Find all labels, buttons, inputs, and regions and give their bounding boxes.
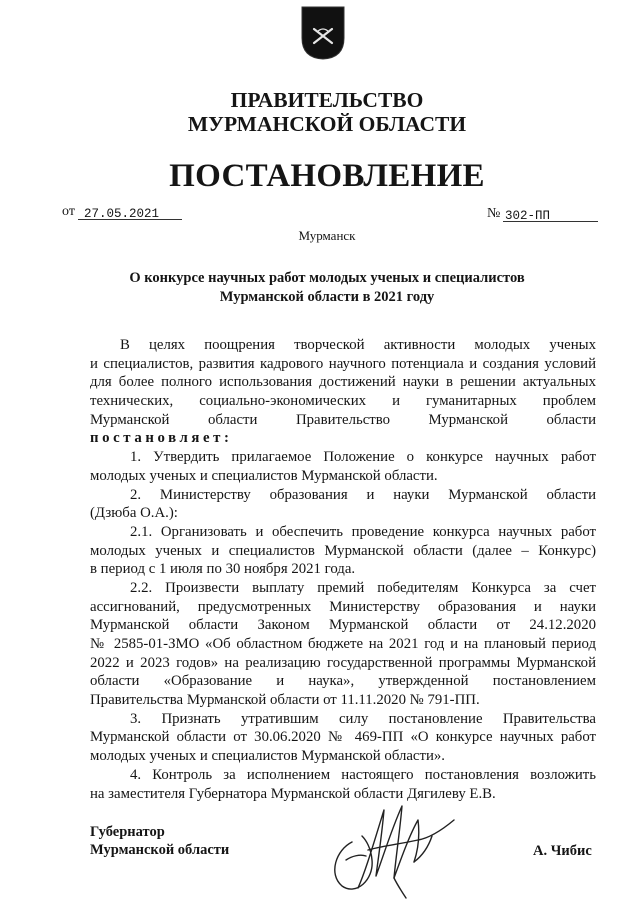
document-date: 27.05.2021 xyxy=(84,207,160,221)
paragraph-line: области «Образование и наука», утвержденной постановлением xyxy=(90,673,596,690)
signatory-position-line-1: Губернатор xyxy=(90,824,165,840)
paragraph-item-2-1 xyxy=(90,523,596,579)
signatory-position-line-2: Мурманской области xyxy=(90,842,230,858)
coat-of-arms-icon xyxy=(301,5,345,60)
paragraph-item-2 xyxy=(90,486,596,523)
paragraph-line: и специалистов, развития кадрового научного потенциала и создания условий xyxy=(90,355,596,372)
paragraph-line: 3. Признать утратившим силу постановление Правительства xyxy=(130,710,596,727)
paragraph-line: для более полного использования достижений науки в решении актуальных xyxy=(90,374,596,391)
paragraph-line: 1. Утвердить прилагаемое Положение о конкурсе научных работ xyxy=(130,449,596,466)
org-name-line-1: ПРАВИТЕЛЬСТВО xyxy=(230,88,424,112)
paragraph-line: Правительства Мурманской области от 11.11.2020 № 791-ПП. xyxy=(90,692,480,709)
date-field xyxy=(78,204,182,220)
paragraph-line: Мурманской области от 30.06.2020 № 469-ПП «О конкурсе научных работ xyxy=(90,729,596,746)
paragraph-line: Мурманской области Правительство Мурманской области xyxy=(90,411,596,428)
paragraph-line: № 2585-01-ЗМО «Об областном бюджете на 2021 год и на плановый период xyxy=(90,636,596,652)
paragraph-item-1 xyxy=(90,448,596,485)
paragraph-line: 2022 и 2023 годов» на реализацию государственной программы Мурманской xyxy=(90,654,596,671)
paragraph-line: (Дзюба О.А.): xyxy=(90,505,178,522)
city: Мурманск xyxy=(298,228,356,243)
number-field xyxy=(503,206,598,222)
signatory-name: А. Чибис xyxy=(533,843,592,859)
paragraph-line: 4. Контроль за исполнением настоящего постановления возложить xyxy=(130,766,596,783)
document-title-line-2: Мурманской области в 2021 году xyxy=(219,289,435,305)
org-name-line-2: МУРМАНСКОЙ ОБЛАСТИ xyxy=(187,112,467,136)
paragraph-line: ассигнований, предусмотренных Министерству образования и науки xyxy=(90,598,596,615)
document-type: ПОСТАНОВЛЕНИЕ xyxy=(169,158,485,194)
paragraph-line: 2.1. Организовать и обеспечить проведение конкурса научных работ xyxy=(130,523,596,540)
resolves-word: постановляет: xyxy=(90,430,233,447)
paragraph-line: Мурманской области Законом Мурманской области от 24.12.2020 xyxy=(90,617,596,634)
paragraph-line: в период с 1 июля по 30 ноября 2021 года. xyxy=(90,561,356,578)
number-prefix: № xyxy=(487,206,501,221)
document-title-line-1: О конкурсе научных работ молодых ученых и специалистов xyxy=(129,270,525,286)
paragraph-preamble xyxy=(90,336,596,448)
document-number: 302-ПП xyxy=(505,209,551,223)
paragraph-line: В целях поощрения творческой активности молодых ученых xyxy=(120,337,596,353)
handwritten-signature-icon xyxy=(322,790,462,902)
paragraph-line: на заместителя Губернатора Мурманской области Дягилеву Е.В. xyxy=(90,785,496,802)
paragraph-line: 2.2. Произвести выплату премий победителям Конкурса за счет xyxy=(130,579,596,596)
document-body xyxy=(90,336,596,803)
paragraph-item-2-2 xyxy=(90,579,596,710)
date-prefix: от xyxy=(62,204,75,219)
paragraph-line: молодых ученых и специалистов Мурманской области (далее – Конкурс) xyxy=(90,542,596,559)
paragraph-item-3 xyxy=(90,710,596,766)
paragraph-line: молодых ученых и специалистов Мурманской области». xyxy=(90,748,445,765)
paragraph-line: молодых ученых и специалистов Мурманской области. xyxy=(90,467,438,484)
paragraph-line: 2. Министерству образования и науки Мурманской области xyxy=(130,486,596,503)
paragraph-line: технических, социально-экономических и гуманитарных проблем xyxy=(90,393,596,410)
